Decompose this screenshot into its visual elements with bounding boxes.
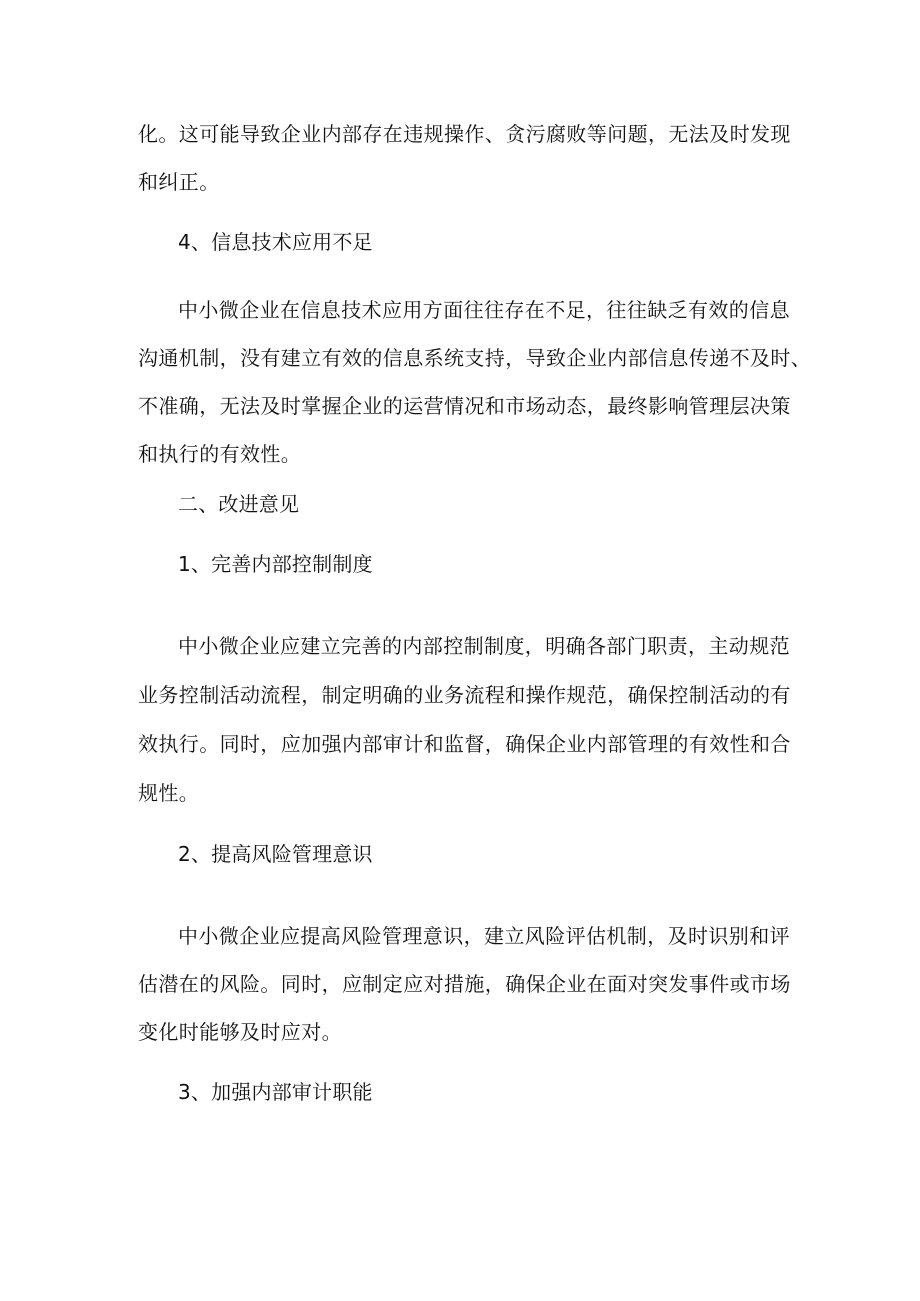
paragraph-line: 和纠正。: [138, 170, 220, 194]
paragraph-line: 不准确，无法及时掌握企业的运营情况和市场动态，最终影响管理层决策: [138, 394, 791, 418]
paragraph-line: 中小微企业在信息技术应用方面往往存在不足，往往缺乏有效的信息: [178, 298, 790, 322]
paragraph-line: 业务控制活动流程，制定明确的业务流程和操作规范，确保控制活动的有: [138, 683, 791, 707]
section-heading: 2、提高风险管理意识: [178, 842, 373, 866]
section-heading: 3、加强内部审计职能: [178, 1080, 373, 1104]
paragraph-line: 中小微企业应建立完善的内部控制制度，明确各部门职责，主动规范: [178, 634, 790, 658]
paragraph-line: 化。这可能导致企业内部存在违规操作、贪污腐败等问题，无法及时发现: [138, 122, 791, 146]
paragraph-line: 和执行的有效性。: [138, 442, 302, 466]
paragraph-line: 效执行。同时，应加强内部审计和监督，确保企业内部管理的有效性和合: [138, 732, 791, 756]
paragraph-line: 沟通机制，没有建立有效的信息系统支持，导致企业内部信息传递不及时、: [138, 346, 812, 370]
section-heading: 4、信息技术应用不足: [178, 230, 373, 254]
section-heading: 二、改进意见: [178, 492, 300, 516]
paragraph-line: 变化时能够及时应对。: [138, 1020, 342, 1044]
paragraph-line: 估潜在的风险。同时，应制定应对措施，确保企业在面对突发事件或市场: [138, 972, 791, 996]
section-heading: 1、完善内部控制制度: [178, 552, 373, 576]
paragraph-line: 中小微企业应提高风险管理意识，建立风险评估机制，及时识别和评: [178, 924, 790, 948]
paragraph-line: 规性。: [138, 781, 200, 805]
